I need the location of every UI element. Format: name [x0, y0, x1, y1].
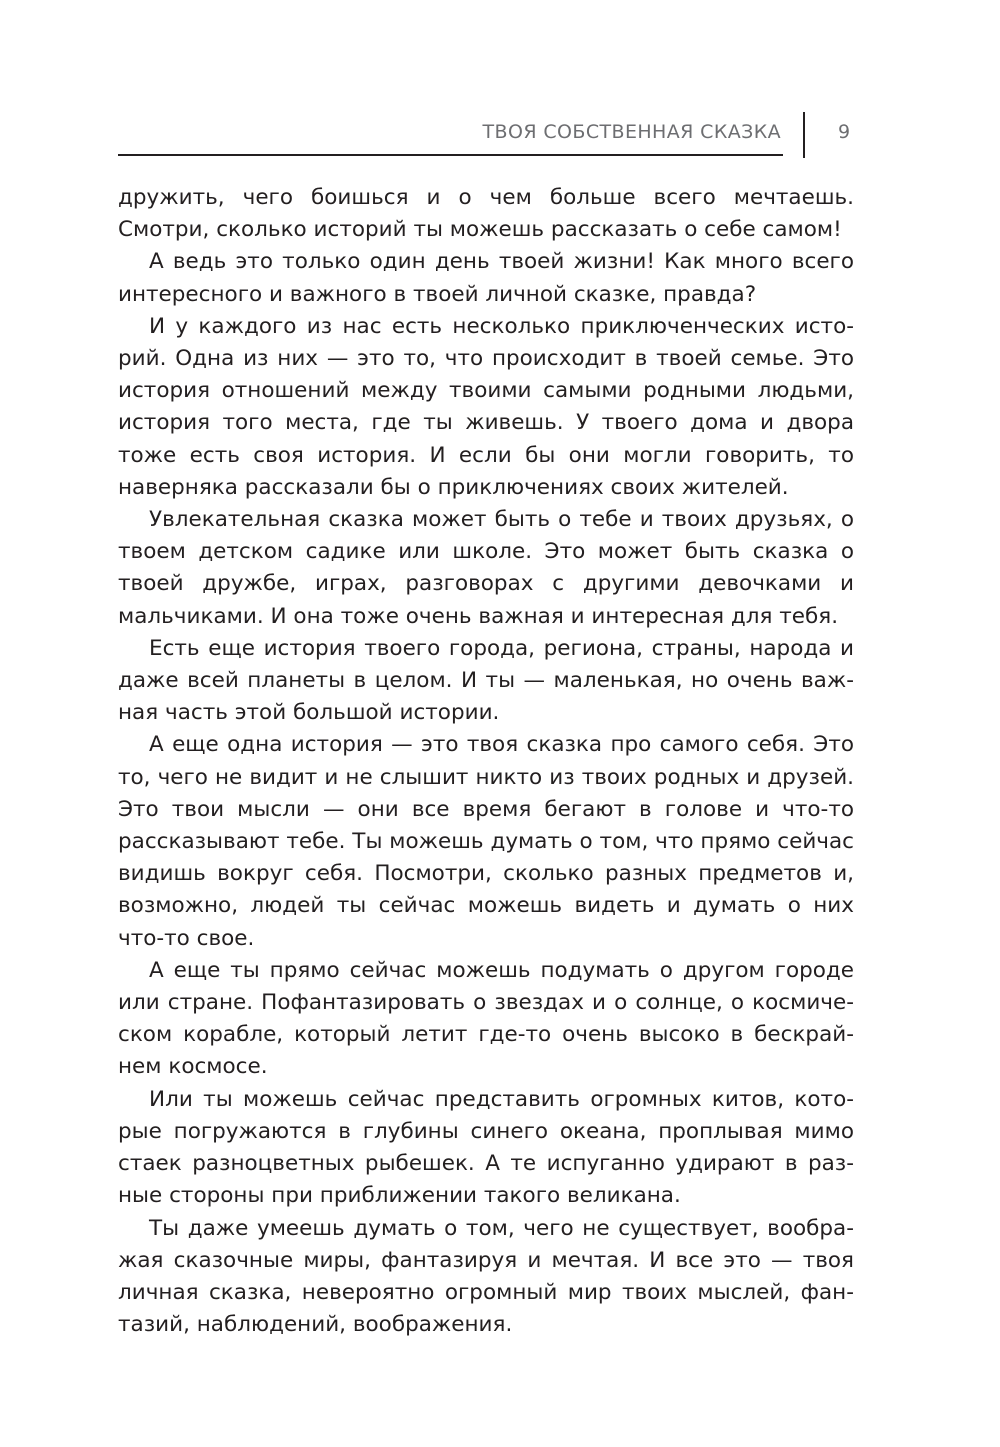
header-divider — [803, 112, 805, 158]
body-text — [118, 182, 854, 1341]
page-number: 9 — [838, 121, 851, 143]
paragraph-7: А еще ты прямо сейчас можешь подумать о другом городе или стране. Пофантазировать о звездах и о солнце, о космическом корабле, который летит где-то очень высоко в бескрайнем космосе. — [118, 957, 854, 1080]
paragraph-5: Есть еще история твоего города, региона, страны, народа и даже всей планеты в целом. И ты — маленькая, но очень важная часть этой большой истории. — [118, 635, 854, 726]
running-head — [118, 118, 783, 156]
paragraph-2: А ведь это только один день твоей жизни! Как много всего интересного и важного в твоей личной сказке, правда? — [118, 249, 854, 307]
running-title: ТВОЯ СОБСТВЕННАЯ СКАЗКА — [482, 121, 781, 143]
paragraph-4: Увлекательная сказка может быть о тебе и твоих друзьях, о твоем детском садике или школе. Это может быть сказка о твоей дружбе, играх, разговорах с другими девочками и мальчиками. И она тоже очень важная и интересная для тебя. — [118, 507, 854, 629]
paragraph-6: А еще одна история — это твоя сказка про самого себя. Это то, чего не видит и не слышит никто из твоих родных и друзей. Это твои мысли — они все время бегают в голове и что-то рассказывают тебе. Ты можешь думать о том, что прямо сейчас видишь вокруг себя. Посмотри, сколько разных предметов и, возможно, людей ты сейчас можешь видеть и думать о них что-то свое. — [118, 732, 854, 951]
paragraph-9: Ты даже умеешь думать о том, чего не существует, воображая сказочные миры, фантазируя и мечтая. И все это — твоя личная сказка, невероятно огромный мир твоих мыслей, фантазий, наблюдений, воображения. — [118, 1215, 854, 1338]
paragraph-8: Или ты можешь сейчас представить огромных китов, которые погружаются в глубины синего океана, проплывая мимо стаек разноцветных рыбешек. А те испуганно удирают в разные стороны при приближении такого великана. — [118, 1086, 854, 1209]
paragraph-1: дружить, чего боишься и о чем больше всего мечтаешь. Смотри, сколько историй ты можешь рассказать о себе самом! — [118, 185, 854, 243]
paragraph-3: И у каждого из нас есть несколько приключенческих историй. Одна из них — это то, что происходит в твоей семье. Это история отношений между твоими самыми родными людьми, история того места, где ты живешь. У твоего дома и двора тоже есть своя история. И если бы они могли говорить, то наверняка рассказали бы о приключениях своих жителей. — [118, 313, 854, 500]
